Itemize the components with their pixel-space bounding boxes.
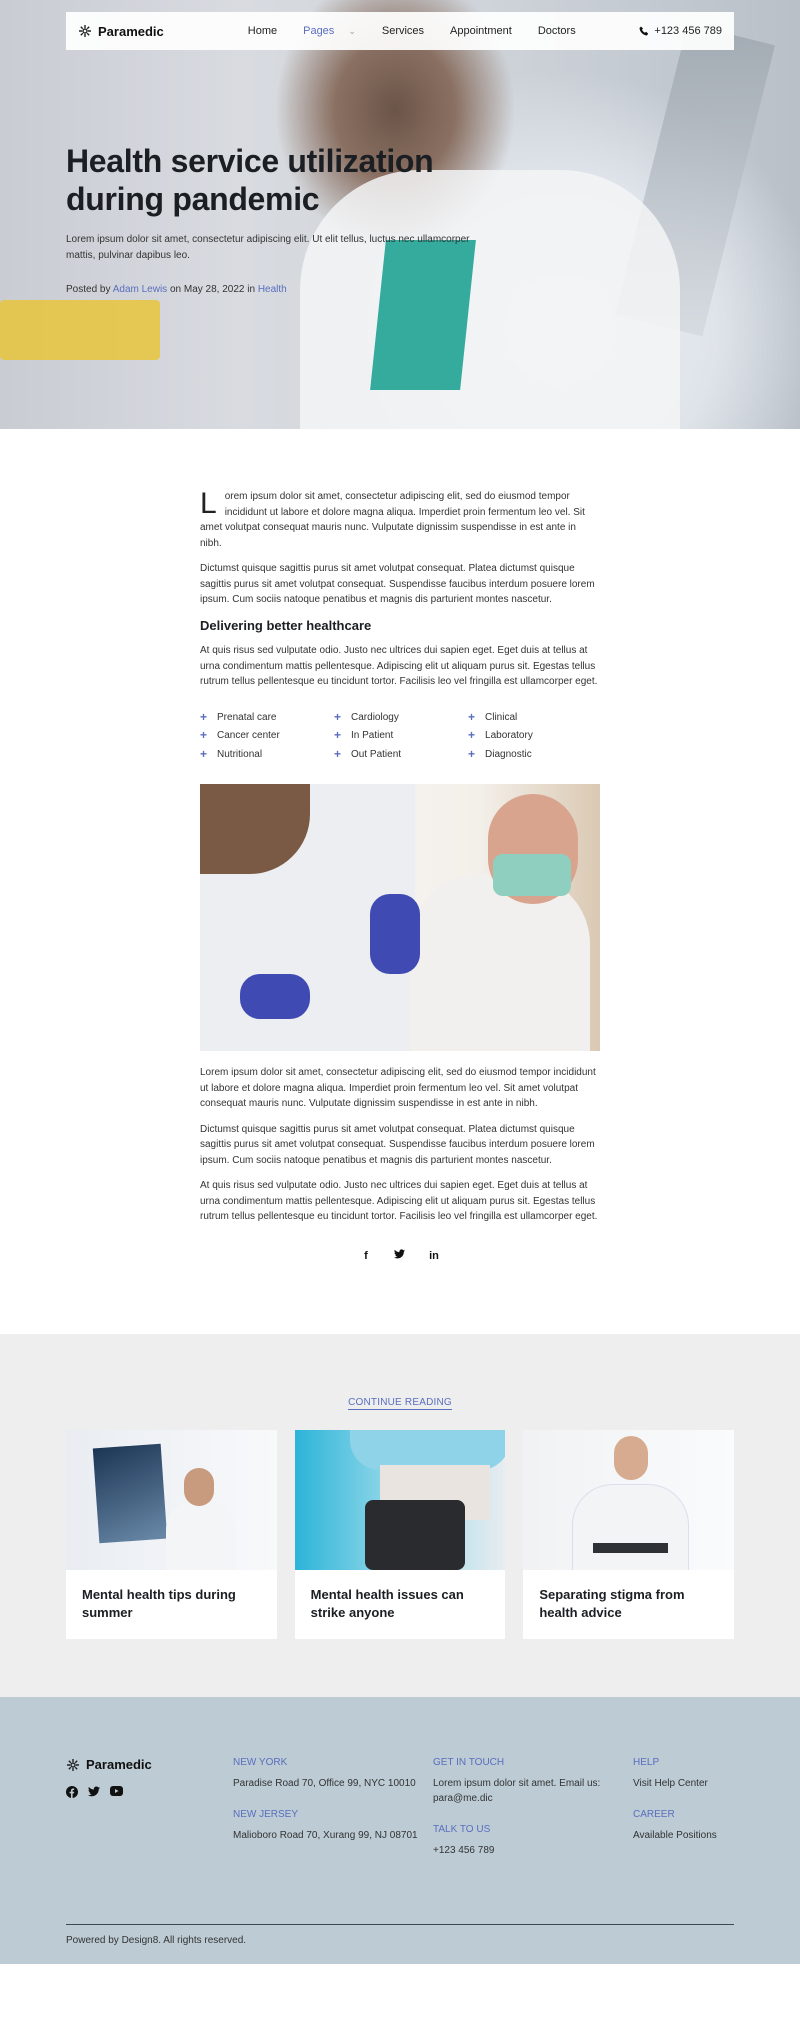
main-menu — [248, 25, 576, 37]
related-posts — [0, 1334, 800, 1697]
footer-text: Malioboro Road 70, Xurang 99, NJ 08701 — [233, 1830, 418, 1841]
hero-lead: Lorem ipsum dolor sit amet, consectetur adipiscing elit. Ut elit tellus, luctus nec ullamcorper mattis, pulvinar dapibus leo. — [66, 234, 470, 261]
service-label: Laboratory — [485, 730, 533, 741]
post-card[interactable] — [66, 1430, 277, 1639]
brand-logo[interactable] — [78, 24, 164, 39]
nav-item-services[interactable]: Services — [381, 25, 425, 37]
card-image-xray-doctor — [66, 1430, 277, 1570]
plus-icon: + — [200, 728, 208, 742]
phone-number: +123 456 789 — [654, 25, 722, 37]
list-item — [468, 710, 602, 726]
services-list — [200, 710, 600, 763]
footer-heading: NEW JERSEY — [233, 1809, 299, 1820]
article-body — [200, 429, 600, 1264]
plus-icon: + — [468, 746, 476, 761]
dropcap: L — [200, 487, 217, 520]
section-heading: Delivering better healthcare — [200, 617, 372, 633]
meta-date: on May 28, 2022 in — [169, 284, 256, 295]
brand-name: Paramedic — [98, 23, 164, 39]
service-label: In Patient — [351, 730, 394, 741]
footer-heading: TALK TO US — [433, 1824, 491, 1835]
logo-icon — [66, 1758, 80, 1772]
page-title: Health service utilization during pandemic — [66, 143, 434, 217]
facebook-icon[interactable] — [66, 1786, 78, 1798]
footer-brand-name: Paramedic — [86, 1757, 152, 1772]
service-label: Cancer center — [217, 730, 280, 741]
card-image-microscope — [295, 1430, 506, 1570]
footer-heading: HELP — [633, 1757, 660, 1768]
service-label: Nutritional — [217, 748, 263, 760]
nav-item-appointment[interactable]: Appointment — [450, 25, 512, 37]
hero-content — [66, 142, 486, 295]
footer-col-help — [633, 1757, 733, 1876]
plus-icon: + — [200, 746, 208, 761]
plus-icon: + — [200, 709, 208, 724]
continue-reading-link[interactable]: CONTINUE READING — [348, 1397, 452, 1408]
service-label: Clinical — [485, 711, 518, 723]
footer-logo[interactable] — [66, 1757, 233, 1772]
paragraph-intro — [200, 489, 600, 551]
copyright: Powered by Design8. All rights reserved. — [66, 1924, 734, 1946]
list-item — [334, 747, 468, 763]
hero — [0, 0, 800, 429]
related-cards — [66, 1430, 734, 1639]
card-title[interactable]: Separating stigma from health advice — [539, 1587, 685, 1620]
nav-item-doctors[interactable]: Doctors — [537, 25, 576, 37]
service-label: Prenatal care — [217, 711, 277, 723]
card-image-doctor-desk — [523, 1430, 734, 1570]
list-item — [200, 710, 334, 726]
chevron-down-icon: ⌄ — [348, 26, 356, 36]
hero-bg-shape — [0, 300, 160, 360]
card-title[interactable]: Mental health issues can strike anyone — [310, 1587, 464, 1620]
post-card[interactable] — [295, 1430, 506, 1639]
nav-item-pages[interactable] — [303, 25, 356, 37]
plus-icon: + — [334, 728, 342, 742]
footer-heading: CAREER — [633, 1809, 675, 1820]
service-label: Cardiology — [351, 711, 399, 723]
footer-phone[interactable]: +123 456 789 — [433, 1845, 495, 1856]
article-photo-vaccination — [200, 784, 600, 1051]
list-item — [468, 728, 602, 744]
footer-heading: NEW YORK — [233, 1757, 288, 1768]
help-center-link[interactable]: Visit Help Center — [633, 1778, 708, 1789]
plus-icon: + — [468, 728, 476, 742]
facebook-icon[interactable]: f — [364, 1249, 368, 1262]
plus-icon: + — [468, 709, 476, 724]
footer-text: Lorem ipsum dolor sit amet. Email us: para@me.dic — [433, 1778, 601, 1804]
top-navbar — [66, 12, 734, 50]
paragraph: Dictumst quisque sagittis purus sit amet volutpat consequat. Platea dictumst quisque sagittis purus sit amet volutpat consequat. Suspendisse faucibus interdum posuere lorem ipsum. Cum sociis natoque penatibus et magnis dis parturient montes nascetur. — [200, 563, 595, 605]
footer-heading: GET IN TOUCH — [433, 1757, 505, 1768]
phone-link[interactable] — [639, 25, 722, 37]
list-item — [200, 747, 334, 763]
meta-prefix: Posted by — [66, 284, 111, 295]
footer — [0, 1697, 800, 1964]
list-item — [334, 728, 468, 744]
plus-icon: + — [334, 709, 342, 724]
footer-col-contact — [433, 1757, 633, 1876]
footer-social — [66, 1786, 233, 1798]
service-label: Diagnostic — [485, 748, 532, 760]
footer-text: Paradise Road 70, Office 99, NYC 10010 — [233, 1778, 416, 1789]
photo-glove — [240, 974, 310, 1019]
photo-patient — [410, 874, 590, 1051]
paragraph: At quis risus sed vulputate odio. Justo nec ultrices dui sapien eget. Eget duis at tellus at urna condimentum mattis pellentesque. Adipiscing elit ut aliquam purus sit. Egestas tellus rutrum tellus pellentesque eu tincidunt tortor. Facilisis leo vel fringilla est ullamcorper eget. — [200, 645, 598, 687]
footer-col-locations — [233, 1757, 433, 1876]
photo-glove — [370, 894, 420, 974]
author-link[interactable]: Adam Lewis — [112, 284, 168, 295]
paragraph-intro-text: orem ipsum dolor sit amet, consectetur adipiscing elit, sed do eiusmod tempor incididunt ut labore et dolore magna aliqua. Imperdiet proin fermentum leo vel. Sit amet volutpat consequat mauris nunc. Vulputate dignissim suspendisse in est ante in nibh. — [200, 491, 585, 549]
category-link[interactable]: Health — [257, 284, 287, 295]
photo-mask — [493, 854, 571, 896]
twitter-icon[interactable] — [394, 1249, 406, 1265]
post-meta — [66, 284, 486, 295]
nav-item-home[interactable]: Home — [247, 25, 278, 37]
card-title[interactable]: Mental health tips during summer — [82, 1587, 236, 1620]
youtube-icon[interactable] — [110, 1786, 123, 1796]
list-item — [200, 728, 334, 744]
list-item — [334, 710, 468, 726]
service-label: Out Patient — [351, 748, 402, 760]
paragraph: At quis risus sed vulputate odio. Justo nec ultrices dui sapien eget. Eget duis at tellus at urna condimentum mattis pellentesque. Adipiscing elit ut aliquam purus sit. Egestas tellus rutrum tellus pellentesque eu tincidunt tortor. Facilisis leo vel fringilla est ullamcorper eget. — [200, 1180, 598, 1222]
post-card[interactable] — [523, 1430, 734, 1639]
list-item — [468, 747, 602, 763]
linkedin-icon[interactable]: in — [429, 1249, 439, 1262]
phone-icon — [639, 26, 649, 36]
paragraph: Lorem ipsum dolor sit amet, consectetur adipiscing elit, sed do eiusmod tempor incididunt ut labore et dolore magna aliqua. Imperdiet proin fermentum leo vel. Sit amet volutpat consequat mauris nunc. Vulputate dignissim suspendisse in est ante in nibh. — [200, 1067, 596, 1109]
plus-icon: + — [334, 746, 342, 761]
paragraph: Dictumst quisque sagittis purus sit amet volutpat consequat. Platea dictumst quisque sagittis purus sit amet volutpat consequat. Suspendisse faucibus interdum posuere lorem ipsum. Cum sociis natoque penatibus et magnis dis parturient montes nascetur. — [200, 1123, 595, 1166]
share-buttons — [200, 1249, 600, 1265]
footer-brand — [66, 1757, 233, 1876]
career-link[interactable]: Available Positions — [633, 1830, 717, 1841]
twitter-icon[interactable] — [88, 1786, 100, 1797]
nav-item-pages-label: Pages — [303, 25, 335, 37]
logo-icon — [78, 24, 92, 38]
